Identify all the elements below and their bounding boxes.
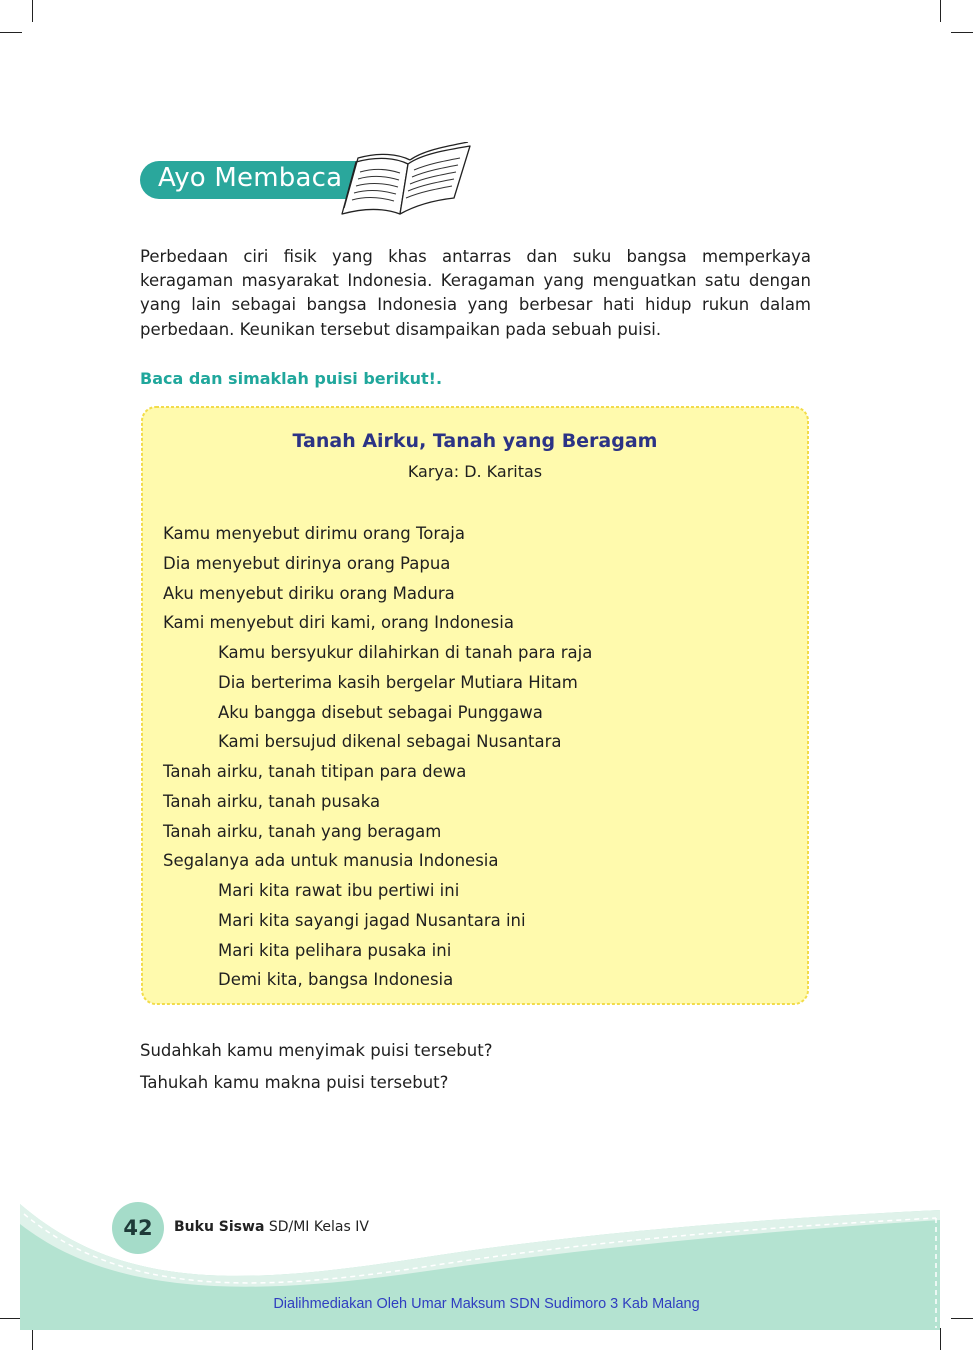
poem-line: Mari kita pelihara pusaka ini <box>218 940 452 960</box>
poem-line: Kami menyebut diri kami, orang Indonesia <box>163 613 514 633</box>
poem-line: Segalanya ada untuk manusia Indonesia <box>163 851 499 871</box>
poem-line: Tanah airku, tanah titipan para dewa <box>163 762 467 781</box>
question-2: Tahukah kamu makna puisi tersebut? <box>140 1073 449 1092</box>
poem-author: Karya: D. Karitas <box>407 462 543 481</box>
poem-lines <box>163 519 592 995</box>
intro-paragraph: Perbedaan ciri fisik yang khas antarras dan suku bangsa memperkaya keragaman masyarakat Indonesia. Keragaman yang menguatkan satu dengan yang lain sebagai bangsa Indonesia yang berbesar hati hidup rukun dalam perbedaan. Keunikan tersebut disampaikan pada sebuah puisi. <box>140 246 811 339</box>
question-1: Sudahkah kamu menyimak puisi tersebut? <box>140 1041 493 1060</box>
poem-line: Dia menyebut dirinya orang Papua <box>163 553 451 573</box>
poem-title: Tanah Airku, Tanah yang Beragam <box>292 430 658 452</box>
open-book-icon <box>338 142 473 217</box>
poem-line: Aku menyebut diriku orang Madura <box>163 583 455 603</box>
page-number: 42 <box>112 1202 164 1254</box>
credit-line: Dialihmediakan Oleh Umar Maksum SDN Sudimoro 3 Kab Malang <box>273 1296 700 1312</box>
poem-line: Aku bangga disebut sebagai Punggawa <box>218 702 543 722</box>
poem-line: Kamu bersyukur dilahirkan di tanah para raja <box>218 643 593 662</box>
poem-line: Mari kita sayangi jagad Nusantara ini <box>218 910 526 930</box>
poem-line: Kami bersujud dikenal sebagai Nusantara <box>218 732 562 752</box>
poem-line: Dia berterima kasih bergelar Mutiara Hitam <box>218 672 578 692</box>
poem-line: Kamu menyebut dirimu orang Toraja <box>163 524 465 543</box>
crop-mark <box>0 32 22 33</box>
poem-line: Tanah airku, tanah pusaka <box>163 791 381 811</box>
poem-line: Demi kita, bangsa Indonesia <box>218 970 454 990</box>
book-label <box>174 1219 369 1235</box>
book-label-rest: SD/MI Kelas IV <box>264 1219 369 1235</box>
section-title: Ayo Membaca <box>158 163 343 193</box>
crop-mark <box>951 32 973 33</box>
book-label-bold: Buku Siswa <box>174 1219 265 1235</box>
crop-mark <box>32 0 33 22</box>
poem-line: Tanah airku, tanah yang beragam <box>163 821 442 841</box>
reading-instruction: Baca dan simaklah puisi berikut!. <box>140 369 443 388</box>
crop-mark <box>940 0 941 22</box>
poem-line: Mari kita rawat ibu pertiwi ini <box>218 881 460 900</box>
